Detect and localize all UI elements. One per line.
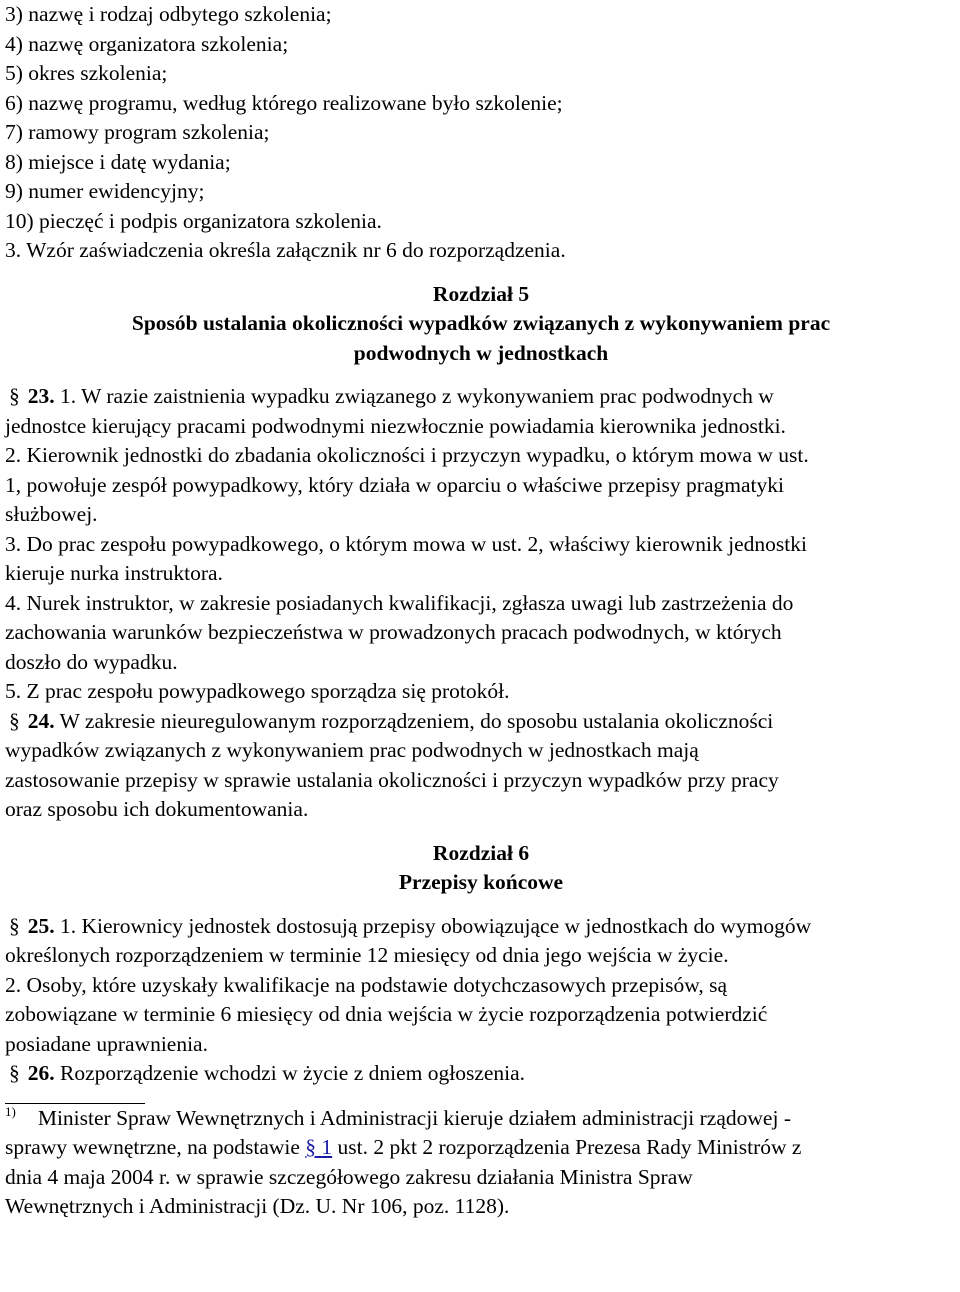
section-symbol: §: [9, 708, 20, 733]
list-item: 7) ramowy program szkolenia;: [5, 120, 270, 144]
section-26: § 26. Rozporządzenie wchodzi w życie z dniem ogłoszenia.: [5, 1059, 957, 1089]
section-number: 23.: [27, 384, 55, 408]
section-number: 25.: [27, 913, 55, 938]
document-page: [5, 0, 957, 1222]
section-symbol: §: [9, 384, 20, 408]
chapter-6-title: Rozdział 6: [432, 840, 530, 865]
footnote: $^{1)}$ Minister Spraw Wewnętrznych i Administracji kieruje działem administracji rządowej - sprawy wewnętrzne, na podstawie § 1 ust. 2 pkt 2 rozporządzenia Prezesa Rady Ministrów z dnia 4 maja 2004 r. w sprawie szczegółowego zakresu działania Ministra Spraw Wewnętrznych i Administracji (Dz. U. Nr 106, poz. 1128).: [5, 1103, 802, 1218]
chapter-6-subtitle: Przepisy końcowe: [398, 870, 564, 894]
chapter-5-subtitle-line-1: Sposób ustalania okoliczności wypadków związanych z wykonywaniem prac: [131, 311, 831, 335]
list-item: 5) okres szkolenia;: [5, 61, 168, 85]
chapter-5-subtitle-line-2: podwodnych w jednostkach: [353, 340, 609, 365]
section-25: § 25. 1. Kierownicy jednostek dostosują przepisy obowiązujące w jednostkach do wymogów określonych rozporządzeniem w terminie 12 miesięcy od dnia jego wejścia w życie. 2. Osoby, które uzyskały kwalifikacje na podstawie dotychczasowych przepisów, są zobowiązane w terminie 6 miesięcy od dnia wejścia w życie rozporządzenia potwierdzić posiadane uprawnienia.: [5, 913, 812, 1056]
list-item: 3) nazwę i rodzaj odbytego szkolenia;: [5, 2, 332, 26]
section-symbol: §: [9, 1061, 20, 1085]
list-item: 6) nazwę programu, według którego realizowane było szkolenie;: [5, 90, 563, 115]
section-reference-link[interactable]: § 1: [305, 1135, 333, 1159]
section-24: § 24. W zakresie nieuregulowanym rozporządzeniem, do sposobu ustalania okoliczności wypadków związanych z wykonywaniem prac podwodnych w jednostkach mają zastosowanie przepisy w sprawie ustalania okoliczności i przyczyn wypadków przy pracy oraz sposobu ich dokumentowania.: [5, 708, 779, 821]
footnote-marker: 1): [5, 1103, 16, 1119]
chapter-5-title: Rozdział 5: [432, 281, 530, 306]
paragraph-3: 3. Wzór zaświadczenia określa załącznik nr 6 do rozporządzenia.: [5, 238, 566, 262]
list-item: 10) pieczęć i podpis organizatora szkolenia.: [5, 208, 382, 233]
item-list: [5, 0, 957, 236]
list-item: 9) numer ewidencyjny;: [5, 179, 205, 203]
list-item: 4) nazwę organizatora szkolenia;: [5, 31, 289, 56]
section-symbol: §: [9, 913, 20, 938]
section-23: § 23. 1. W razie zaistnienia wypadku związanego z wykonywaniem prac podwodnych w jednostce kierujący pracami podwodnymi niezwłocznie powiadamia kierownika jednostki. 2. Kierownik jednostki do zbadania okoliczności i przyczyn wypadku, o którym mowa w ust. 1, powołuje zespół powypadkowy, który działa w oparciu o właściwe przepisy pragmatyki służbowej. 3. Do prac zespołu powypadkowego, o którym mowa w ust. 2, właściwy kierownik jednostki kieruje nurka instruktora. 4. Nurek instruktor, w zakresie posiadanych kwalifikacji, zgłasza uwagi lub zastrzeżenia do zachowania warunków bezpieczeństwa w prowadzonych pracach podwodnych, w których doszło do wypadku. 5. Z prac zespołu powypadkowego sporządza się protokół.: [5, 384, 809, 703]
list-item: 8) miejsce i datę wydania;: [5, 149, 231, 174]
section-number: 26.: [27, 1061, 55, 1085]
section-number: 24.: [27, 708, 55, 733]
